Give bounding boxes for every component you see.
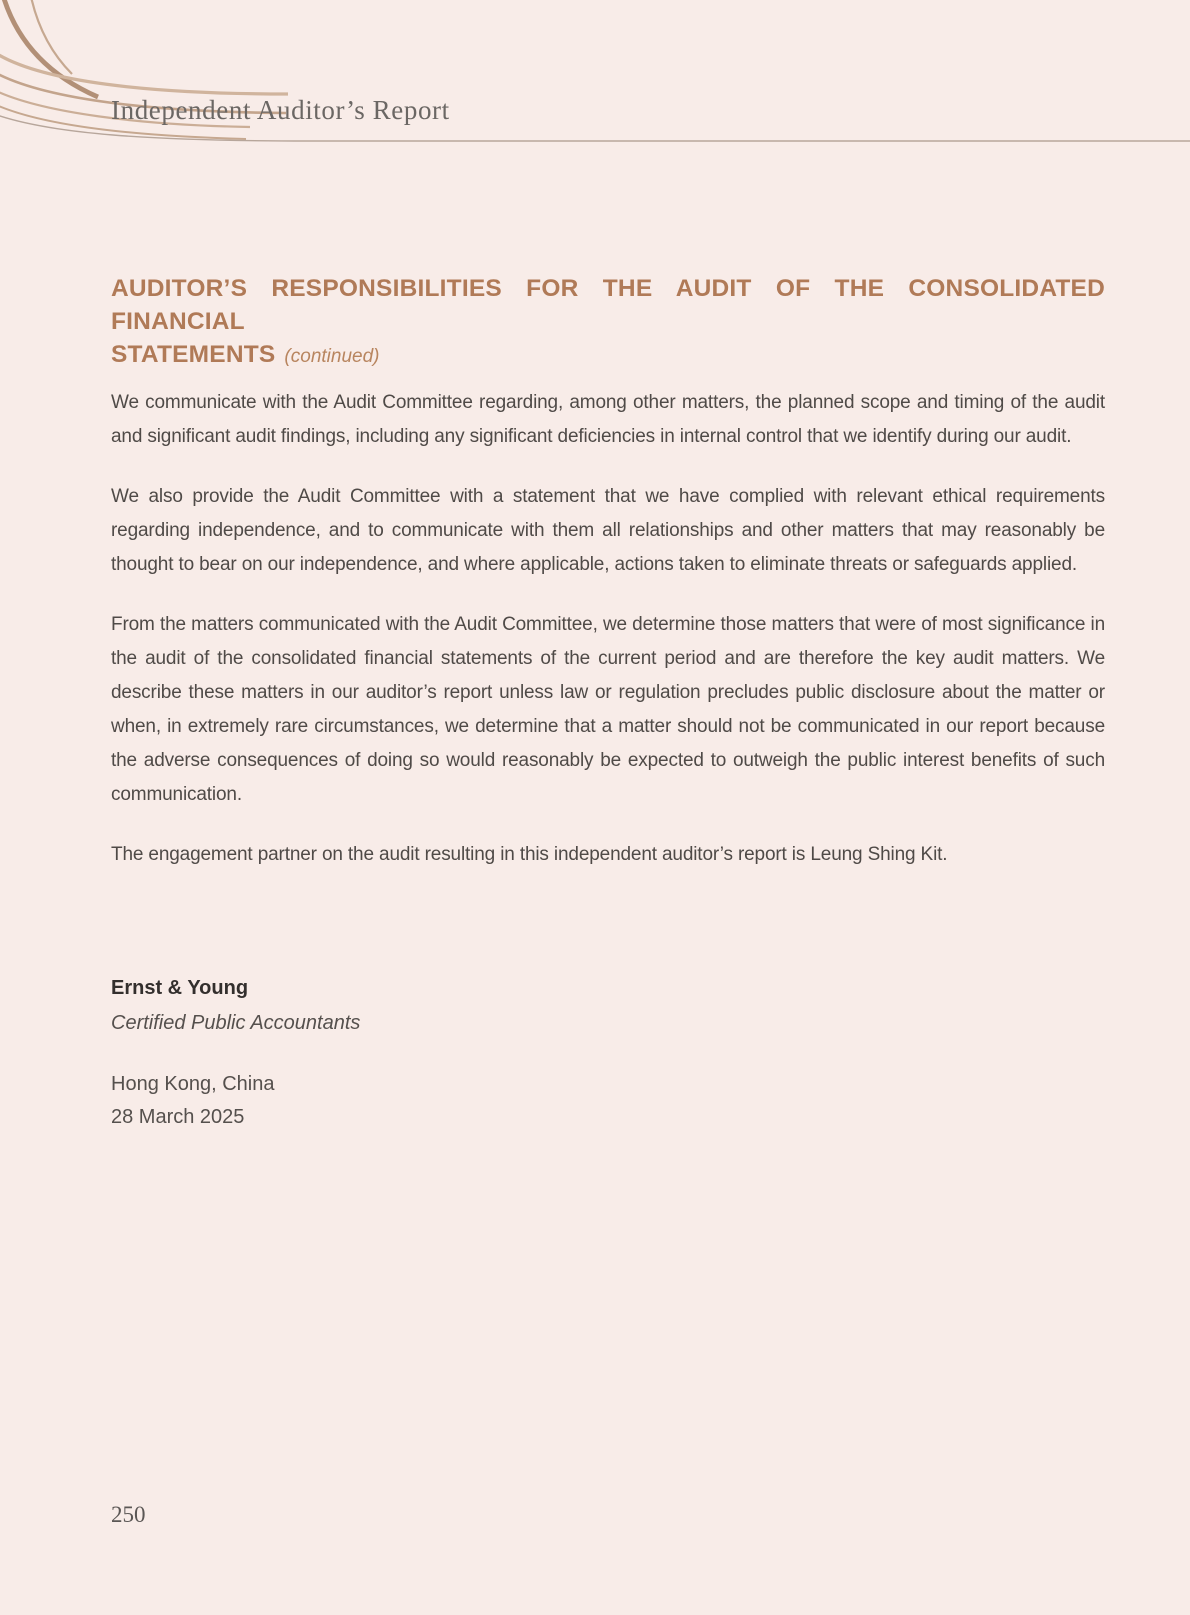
signature-location: Hong Kong, China bbox=[111, 1073, 275, 1095]
section-heading-line1: AUDITOR’S RESPONSIBILITIES FOR THE AUDIT OF THE CONSOLIDATED FINANCIAL bbox=[111, 275, 1105, 335]
report-body bbox=[111, 272, 1105, 1134]
page-header-title: Independent Auditor’s Report bbox=[111, 95, 450, 125]
paragraph-engagement-partner: The engagement partner on the audit resulting in this independent auditor’s report is Leung Shing Kit. bbox=[111, 844, 948, 865]
section-heading bbox=[111, 272, 1105, 373]
section-heading-line2 bbox=[111, 338, 1105, 373]
paragraph-independence: We also provide the Audit Committee with a statement that we have complied with relevant ethical requirements regarding independence, and to communicate with them all relationships and other matters that may reasonably be thought to bear on our independence, and where applicable, actions taken to eliminate threats or safeguards applied. bbox=[111, 486, 1105, 575]
signature-block bbox=[111, 972, 1105, 1134]
flourish-arc bbox=[30, 0, 72, 74]
paragraph-communicate: We communicate with the Audit Committee regarding, among other matters, the planned scope and timing of the audit and significant audit findings, including any significant deficiencies in internal control that we identify during our audit. bbox=[111, 392, 1105, 447]
corner-flourish-decoration bbox=[0, 0, 1190, 160]
page-number: 250 bbox=[111, 1502, 146, 1527]
paragraph-key-audit-matters: From the matters communicated with the Audit Committee, we determine those matters that were of most significance in the audit of the consolidated financial statements of the current period and are therefore the key audit matters. We describe these matters in our auditor’s report unless law or regulation precludes public disclosure about the matter or when, in extremely rare circumstances, we determine that a matter should not be communicated in our report because the adverse consequences of doing so would reasonably be expected to outweigh the public interest benefits of such communication. bbox=[111, 614, 1105, 805]
section-heading-line2-text: STATEMENTS bbox=[111, 341, 276, 368]
signature-date: 28 March 2025 bbox=[111, 1106, 245, 1128]
continued-label: (continued) bbox=[284, 346, 380, 367]
firm-name: Ernst & Young bbox=[111, 977, 249, 999]
firm-designation: Certified Public Accountants bbox=[111, 1012, 361, 1034]
